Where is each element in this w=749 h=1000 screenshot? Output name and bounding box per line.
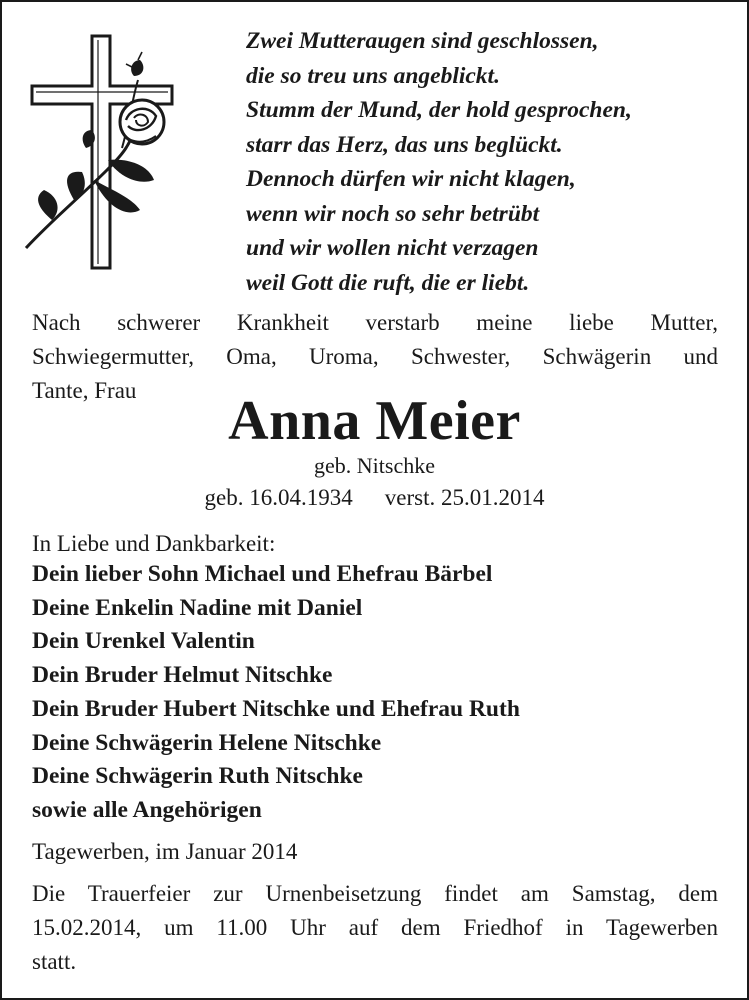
life-dates [0,482,749,514]
poem-line: weil Gott die ruft, die er liebt. [246,269,530,296]
mourner-line: Dein Bruder Hubert Nitschke und Ehefrau Ruth [32,695,520,722]
deceased-name: Anna Meier [228,390,521,452]
funeral-ceremony-info [32,877,718,979]
intro-line: Nach schwerer Krankheit verstarb meine liebe Mutter, [32,310,718,335]
mourner-line: Deine Enkelin Nadine mit Daniel [32,594,363,621]
cross-with-rose-icon [22,30,182,275]
memorial-poem [246,24,736,300]
mourner-line: Deine Schwägerin Ruth Nitschke [32,763,363,790]
intro-line: Schwiegermutter, Oma, Uroma, Schwester, Schwägerin und [32,344,718,369]
deceased-birth-name: geb. Nitschke [314,453,435,478]
place-and-date: Tagewerben, im Januar 2014 [32,839,298,864]
cross-icon [32,36,172,268]
mourner-line: Dein Urenkel Valentin [32,628,255,655]
ceremony-line: 15.02.2014, um 11.00 Uhr auf dem Friedhof in Tagewerben [32,915,718,940]
poem-line: die so treu uns angeblickt. [246,62,500,89]
mourner-line: Dein lieber Sohn Michael und Ehefrau Bärbel [32,561,493,587]
mourner-line: sowie alle Angehörigen [32,796,262,823]
mourner-line: Deine Schwägerin Helene Nitschke [32,729,382,756]
poem-line: und wir wollen nicht verzagen [246,235,539,261]
poem-line: Zwei Mutteraugen sind geschlossen, [246,28,599,54]
poem-line: wenn wir noch so sehr betrübt [246,200,540,227]
mourners-list [32,558,722,828]
poem-line: Stumm der Mund, der hold gesprochen, [246,97,632,123]
poem-line: Dennoch dürfen wir nicht klagen, [246,166,576,192]
intro-line: Tante, Frau [32,378,137,403]
mourners-label: In Liebe und Dankbarkeit: [32,531,276,556]
ceremony-line: Die Trauerfeier zur Urnenbeisetzung findet am Samstag, dem [32,881,718,906]
ceremony-line: statt. [32,949,77,974]
death-date: verst. 25.01.2014 [384,485,545,510]
birth-date: geb. 16.04.1934 [204,485,353,510]
mourner-line: Dein Bruder Helmut Nitschke [32,662,333,689]
poem-line: starr das Herz, das uns beglückt. [246,131,563,158]
